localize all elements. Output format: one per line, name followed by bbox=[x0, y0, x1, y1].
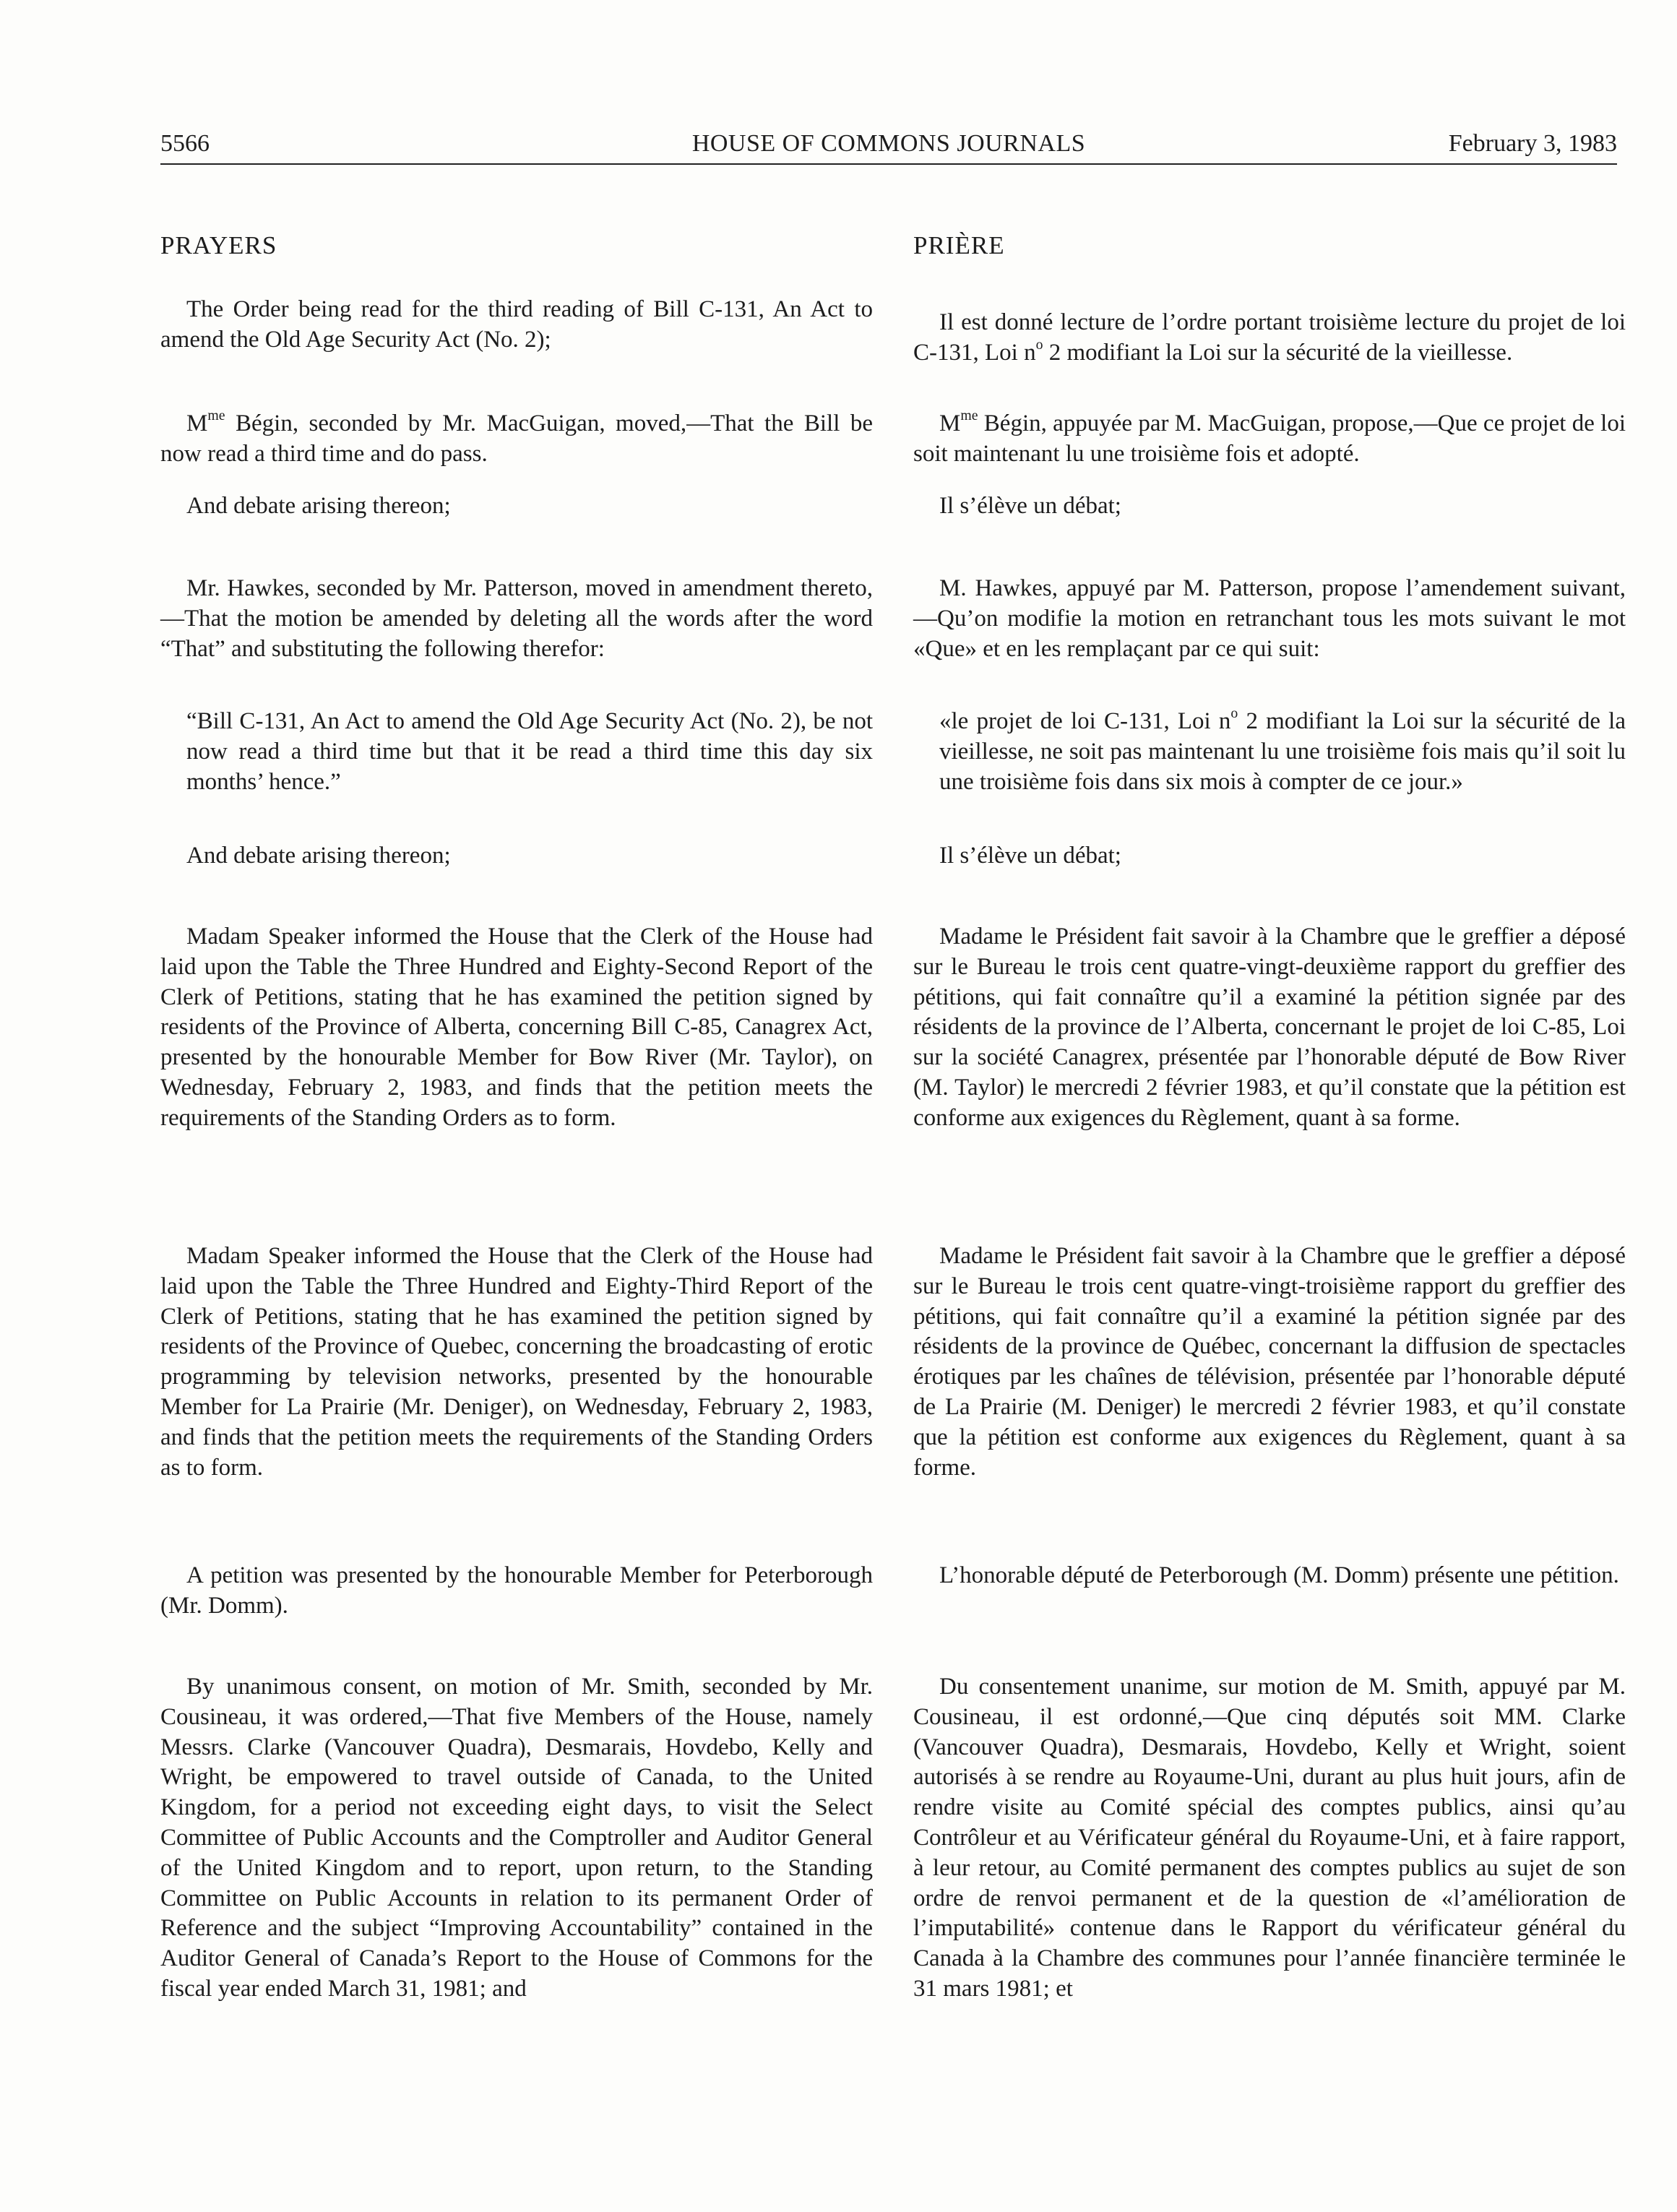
en-third-reading-order: The Order being read for the third reading of Bill C-131, An Act to amend the Old Age Security Act (No. 2); bbox=[160, 296, 873, 353]
sitting-date: February 3, 1983 bbox=[1448, 130, 1617, 157]
section-heading-prayers: PRAYERS bbox=[160, 231, 277, 259]
page-number: 5566 bbox=[160, 130, 210, 157]
en-petition-report-382: Madam Speaker informed the House that the Clerk of the House had laid upon the Table the Three Hundred and Eighty-Second Report of the Clerk of Petitions, stating that he has examined the petition signed by residents of the Province of Alberta, concerning Bill C-85, Canagrex Act, presented by the honourable Member for Bow River (Mr. Taylor), on Wednesday, February 2, 1983, and finds that the petition meets the requirements of the Standing Orders as to form. bbox=[160, 924, 873, 1131]
en-petition-peterborough: A petition was presented by the honourable Member for Peterborough (Mr. Domm). bbox=[160, 1562, 873, 1619]
en-petition-report-383: Madam Speaker informed the House that the Clerk of the House had laid upon the Table the Three Hundred and Eighty-Third Report of the Clerk of Petitions, stating that he has examined the petition signed by residents of the Province of Quebec, concerning the broadcasting of erotic programming by television networks, presented by the honourable Member for La Prairie (Mr. Deniger), on Wednesday, February 2, 1983, and finds that the petition meets the requirements of the Standing Orders as to form. bbox=[160, 1243, 873, 1481]
fr-debate-1: Il s’élève un débat; bbox=[939, 493, 1121, 519]
fr-petition-report-382: Madame le Président fait savoir à la Chambre que le greffier a déposé sur le Bureau le trois cent quatre-vingt-deuxième rapport du greffier des pétitions, qui fait connaître qu’il a examiné la pétition signée par des résidents de la province de l’Alberta, concernant le projet de loi C-85, Loi sur la société Canagrex, présentée par l’honorable député de Bow River (M. Taylor) le mercredi 2 février 1983, et qu’il constate que la pétition est conforme aux exigences du Règlement, quant à sa forme. bbox=[913, 924, 1626, 1131]
header-rule bbox=[160, 163, 1617, 165]
section-heading-priere: PRIÈRE bbox=[913, 231, 1005, 259]
fr-debate-2: Il s’élève un débat; bbox=[939, 843, 1121, 869]
en-debate-2: And debate arising thereon; bbox=[186, 843, 451, 869]
en-begin-motion: $M^{me}$ Bégin, seconded by Mr. MacGuigan, moved,—That the Bill be now read a third time and do pass. bbox=[160, 408, 873, 467]
fr-third-reading-order: Il est donné lecture de l’ordre portant troisième lecture du projet de loi C-131, Loi $n^o$ 2 modifiant la Loi sur la sécurité de la vieillesse. bbox=[913, 309, 1626, 366]
journal-title: HOUSE OF COMMONS JOURNALS bbox=[691, 130, 1086, 157]
en-debate-1: And debate arising thereon; bbox=[186, 493, 451, 519]
en-travel-order: By unanimous consent, on motion of Mr. Smith, seconded by Mr. Cousineau, it was ordered,—That five Members of the House, namely Messrs. Clarke (Vancouver Quadra), Desmarais, Hovdebo, Kelly and Wright, be empowered to travel outside of Canada, to the United Kingdom, for a period not exceeding eight days, to visit the Select Committee of Public Accounts and the Comptroller and Auditor General of the United Kingdom and to report, upon return, to the Standing Committee on Public Accounts in relation to its permanent Order of Reference and the subject “Improving Accountability” contained in the Auditor General of Canada’s Report to the House of Commons for the fiscal year ended March 31, 1981; and bbox=[160, 1674, 873, 2002]
en-hawkes-amendment: Mr. Hawkes, seconded by Mr. Patterson, moved in amendment thereto,—That the motion be amended by deleting all the words after the word “That” and substituting the following therefor: bbox=[160, 575, 873, 662]
fr-petition-report-383: Madame le Président fait savoir à la Chambre que le greffier a déposé sur le Bureau le trois cent quatre-vingt-troisième rapport du greffier des pétitions, qui fait connaître qu’il a examiné la pétition signée par des résidents de la province de Québec, concernant la diffusion de spectacles érotiques par les chaînes de télévision, présentée par l’honorable député de La Prairie (M. Deniger) le mercredi 2 février 1983, et qu’il constate que la pétition est conforme aux exigences du Règlement, quant à sa forme. bbox=[913, 1243, 1626, 1481]
fr-amendment-text: «le projet de loi C-131, Loi $n^o$ 2 modifiant la Loi sur la sécurité de la vieillesse, ne soit pas maintenant lu une troisième fois mais qu’il soit lu une troisième fois dans six mois à compter de ce jour.» bbox=[939, 705, 1626, 795]
fr-travel-order: Du consentement unanime, sur motion de M. Smith, appuyé par M. Cousineau, il est ordonné,—Que cinq députés soit MM. Clarke (Vancouver Quadra), Desmarais, Hovdebo, Kelly et Wright, soient autorisés à se rendre au Royaume-Uni, durant au plus huit jours, afin de rendre visite au Comité spécial des comptes publics, ainsi qu’au Contrôleur et au Vérificateur général du Royaume-Uni, et à faire rapport, à leur retour, au Comité permanent des comptes publics au sujet de son ordre de renvoi permanent et de la question de «l’amélioration de l’imputabilité» contenue dans le Rapport du vérificateur général du Canada à la Chambre des communes pour l’année financière terminée le 31 mars 1981; et bbox=[913, 1674, 1626, 2002]
en-amendment-text: “Bill C-131, An Act to amend the Old Age Security Act (No. 2), be not now read a third time but that it be read a third time this day six months’ hence.” bbox=[186, 708, 873, 795]
fr-hawkes-amendment: M. Hawkes, appuyé par M. Patterson, propose l’amendement suivant,—Qu’on modifie la motion en retranchant tous les mots suivant le mot «Que» et en les remplaçant par ce qui suit: bbox=[913, 575, 1626, 662]
fr-begin-motion: $M^{me}$ Bégin, appuyée par M. MacGuigan, propose,—Que ce projet de loi soit maintenant lu une troisième fois et adopté. bbox=[913, 408, 1626, 467]
page-header bbox=[160, 124, 1617, 163]
fr-petition-peterborough: L’honorable député de Peterborough (M. Domm) présente une pétition. bbox=[939, 1562, 1619, 1588]
